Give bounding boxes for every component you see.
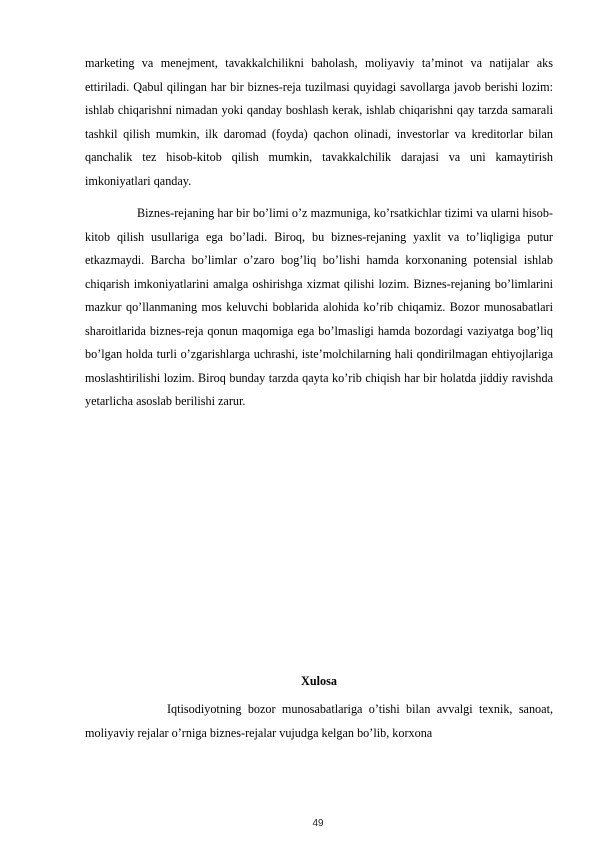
body-paragraph-1: marketing va menejment, tavakkalchilikni baholash, moliyaviy ta’minot va natijalar aks ettiriladi. Qabul qilingan har bir biznes-reja tuzilmasi quyidagi savollarga javob berishi lozim: ishlab chiqarishni nimadan yoki qanday boshlash kerak, ishlab chiqarishni qay tarzda samarali tashkil qilish mumkin, ilk daromad (foyda) qachon olinadi, investorlar va kreditorlar bilan qanchalik tez hisob-kitob qilish mumkin, tavakkalchilik darajasi va uni kamaytirish imkoniyatlari qanday. (85, 56, 553, 188)
body-paragraph-3: Iqtisodiyotning bozor munosabatlariga o’tishi bilan avvalgi texnik, sanoat, moliyaviy rejalar o’rniga biznes-rejalar vujudga kelgan bo’lib, korxona (85, 702, 553, 740)
page-number: 49 (312, 818, 324, 829)
section-heading: Xulosa (301, 674, 337, 688)
body-paragraph-2: Biznes-rejaning har bir bo’limi o’z mazmuniga, ko’rsatkichlar tizimi va ularni hisob-kitob qilish usullariga ega bo’ladi. Biroq, bu biznes-rejaning yaxlit va to’liqligiga putur etkazmaydi. Barcha bo’limlar o’zaro bog’liq bo’lishi hamda korxonaning potensial ishlab chiqarish imkoniyatlarini amalga oshirishga xizmat qilishi lozim. Biznes-rejaning bo’limlarini mazkur qo’llanmaning mos keluvchi boblarida alohida ko’rib chiqamiz. Bozor munosabatlari sharoitlarida biznes-reja qonun maqomiga ega bo’lmasligi hamda bozordagi vaziyatga bog’liq bo’lgan holda turli o’zgarishlarga uchrashi, iste’molchilarning hali qondirilmagan ehtiyojlariga moslashtirilishi lozim. Biroq bunday tarzda qayta ko’rib chiqish har bir holatda jiddiy ravishda yetarlicha asoslab berilishi zarur. (85, 206, 553, 408)
